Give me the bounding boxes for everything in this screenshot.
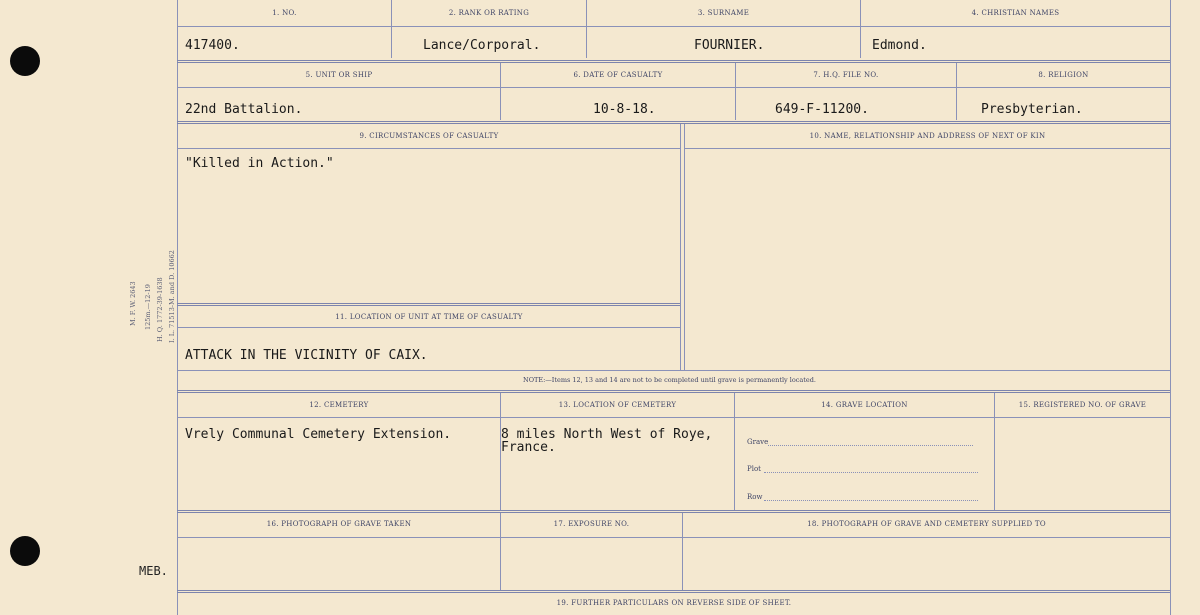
header-location-unit: 11. LOCATION OF UNIT AT TIME OF CASUALTY (335, 313, 523, 321)
punch-hole (10, 536, 40, 566)
cemetery-location-line1: 8 miles North West of Roye, (501, 427, 713, 442)
header-photo-taken: 16. PHOTOGRAPH OF GRAVE TAKEN (266, 520, 412, 528)
religion-value: Presbyterian. (981, 102, 1083, 117)
header-no: 1. NO. (272, 9, 297, 17)
rank-value: Lance/Corporal. (423, 38, 541, 53)
header-cemetery-location: 13. LOCATION OF CEMETERY (558, 401, 677, 409)
location-unit-value: ATTACK IN THE VICINITY OF CAIX. (185, 348, 428, 363)
print-code: 125m.—12-19 (144, 284, 152, 330)
header-circumstances: 9. CIRCUMSTANCES OF CASUALTY (359, 132, 499, 140)
circumstances-value: "Killed in Action." (185, 156, 334, 171)
header-exposure: 17. EXPOSURE NO. (553, 520, 630, 528)
row-label: Row (747, 493, 763, 501)
hq-file-value: 649-F-11200. (775, 102, 869, 117)
print-code: M. F. W. 2643 (129, 281, 137, 326)
header-next-of-kin: 10. NAME, RELATIONSHIP AND ADDRESS OF NEXT OF KIN (809, 132, 1046, 140)
cemetery-value: Vrely Communal Cemetery Extension. (185, 427, 452, 442)
grave-label: Grave (747, 438, 769, 446)
print-code: I. L. 71513-M. and D. 10662 (168, 250, 176, 343)
header-hq-file: 7. H.Q. FILE NO. (813, 71, 879, 79)
cemetery-location-line2: France. (501, 440, 556, 455)
header-religion: 8. RELIGION (1038, 71, 1089, 79)
completion-note: NOTE:—Items 12, 13 and 14 are not to be completed until grave is permanently located. (523, 376, 816, 384)
service-number: 417400. (185, 38, 240, 53)
clerk-initials: MEB. (139, 564, 168, 578)
header-date: 6. DATE OF CASUALTY (573, 71, 663, 79)
header-surname: 3. SURNAME (697, 9, 750, 17)
surname-value: FOURNIER. (694, 38, 765, 53)
date-value: 10-8-18. (593, 102, 656, 117)
header-christian-names: 4. CHRISTIAN NAMES (971, 9, 1060, 17)
unit-value: 22nd Battalion. (185, 102, 303, 117)
punch-hole (10, 46, 40, 76)
plot-label: Plot (747, 465, 761, 473)
footer-further-particulars: 19. FURTHER PARTICULARS ON REVERSE SIDE OF SHEET. (556, 599, 792, 607)
header-cemetery: 12. CEMETERY (309, 401, 369, 409)
header-photo-supplied: 18. PHOTOGRAPH OF GRAVE AND CEMETERY SUPPLIED TO (807, 520, 1046, 528)
header-registered-no: 15. REGISTERED NO. OF GRAVE (1018, 401, 1147, 409)
header-grave-location: 14. GRAVE LOCATION (821, 401, 908, 409)
print-code: H. Q. 1772-39-1638 (156, 277, 164, 342)
christian-names-value: Edmond. (872, 38, 927, 53)
header-rank: 2. RANK OR RATING (448, 9, 530, 17)
header-unit: 5. UNIT OR SHIP (305, 71, 373, 79)
